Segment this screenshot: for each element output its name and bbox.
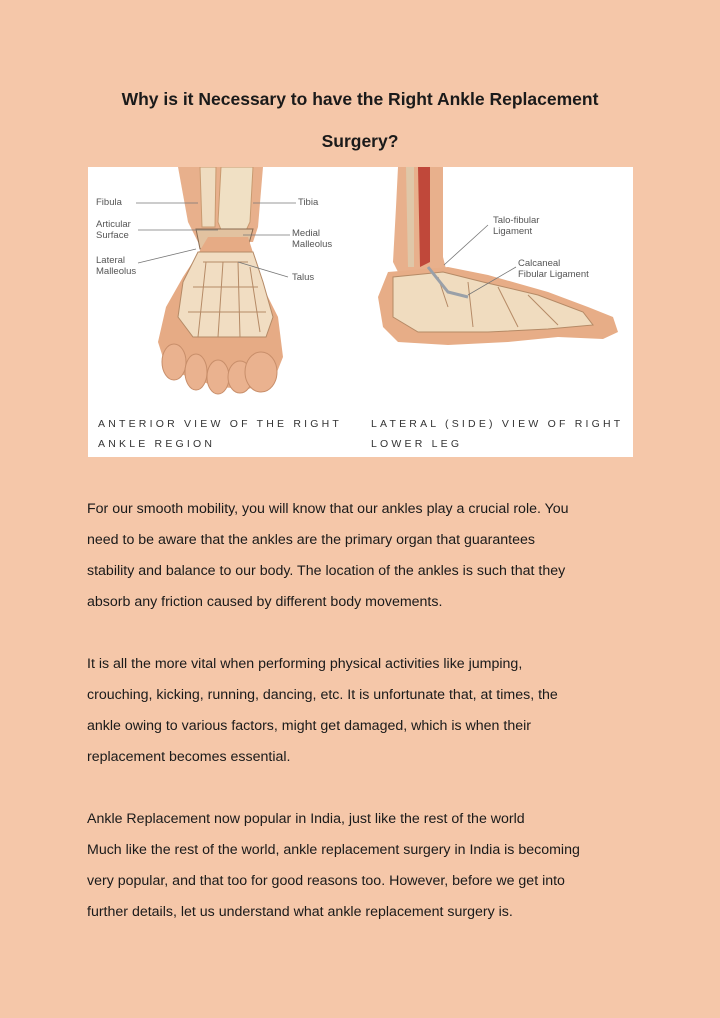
label-tibia: Tibia — [298, 197, 319, 208]
paragraph-2 — [87, 655, 647, 779]
paragraph-line: ankle owing to various factors, might get damaged, which is when their — [87, 718, 531, 734]
paragraph-line: replacement becomes essential. — [87, 749, 291, 765]
paragraph-line: For our smooth mobility, you will know that our ankles play a crucial role. You — [87, 501, 569, 517]
caption-lateral-line-2: LOWER LEG — [371, 438, 463, 450]
paragraph-line: Much like the rest of the world, ankle replacement surgery in India is becoming — [87, 842, 580, 858]
paragraph-1 — [87, 500, 647, 624]
caption-anterior-line-2: ANKLE REGION — [98, 438, 216, 450]
paragraph-line: need to be aware that the ankles are the primary organ that guarantees — [87, 532, 535, 548]
paragraph-line: absorb any friction caused by different body movements. — [87, 594, 443, 610]
caption-lateral-line-1: LATERAL (SIDE) VIEW OF RIGHT — [371, 418, 624, 430]
paragraph-line: stability and balance to our body. The location of the ankles is such that they — [87, 563, 566, 579]
label-talo-fibular-ligament: Talo-fibular Ligament — [493, 215, 540, 237]
label-calcaneal-fibular-ligament: Calcaneal Fibular Ligament — [518, 258, 589, 280]
label-medial-malleolus: Medial Malleolus — [292, 228, 333, 250]
caption-anterior-line-1: ANTERIOR VIEW OF THE RIGHT — [98, 418, 343, 430]
ankle-illustration — [88, 167, 633, 457]
label-articular-surface: Articular Surface — [96, 219, 131, 241]
page-title-continued: Surgery? — [321, 131, 399, 151]
paragraph-line: very popular, and that too for good reasons too. However, before we get into — [87, 873, 565, 889]
paragraph-line: crouching, kicking, running, dancing, etc. It is unfortunate that, at times, the — [87, 687, 558, 703]
anterior-foot-illustration — [158, 167, 283, 394]
paragraph-line: It is all the more vital when performing physical activities like jumping, — [87, 656, 523, 672]
ankle-anatomy-figure — [88, 167, 633, 457]
label-talus: Talus — [292, 272, 315, 283]
paragraph-line: further details, let us understand what ankle replacement surgery is. — [87, 904, 513, 920]
label-lateral-malleolus: Lateral Malleolus — [96, 255, 137, 277]
label-fibula: Fibula — [96, 197, 122, 208]
paragraph-line: Ankle Replacement now popular in India, just like the rest of the world — [87, 811, 525, 827]
paragraph-3 — [87, 810, 647, 934]
lateral-foot-illustration — [378, 167, 618, 345]
page-title: Why is it Necessary to have the Right Ankle Replacement — [121, 89, 599, 109]
